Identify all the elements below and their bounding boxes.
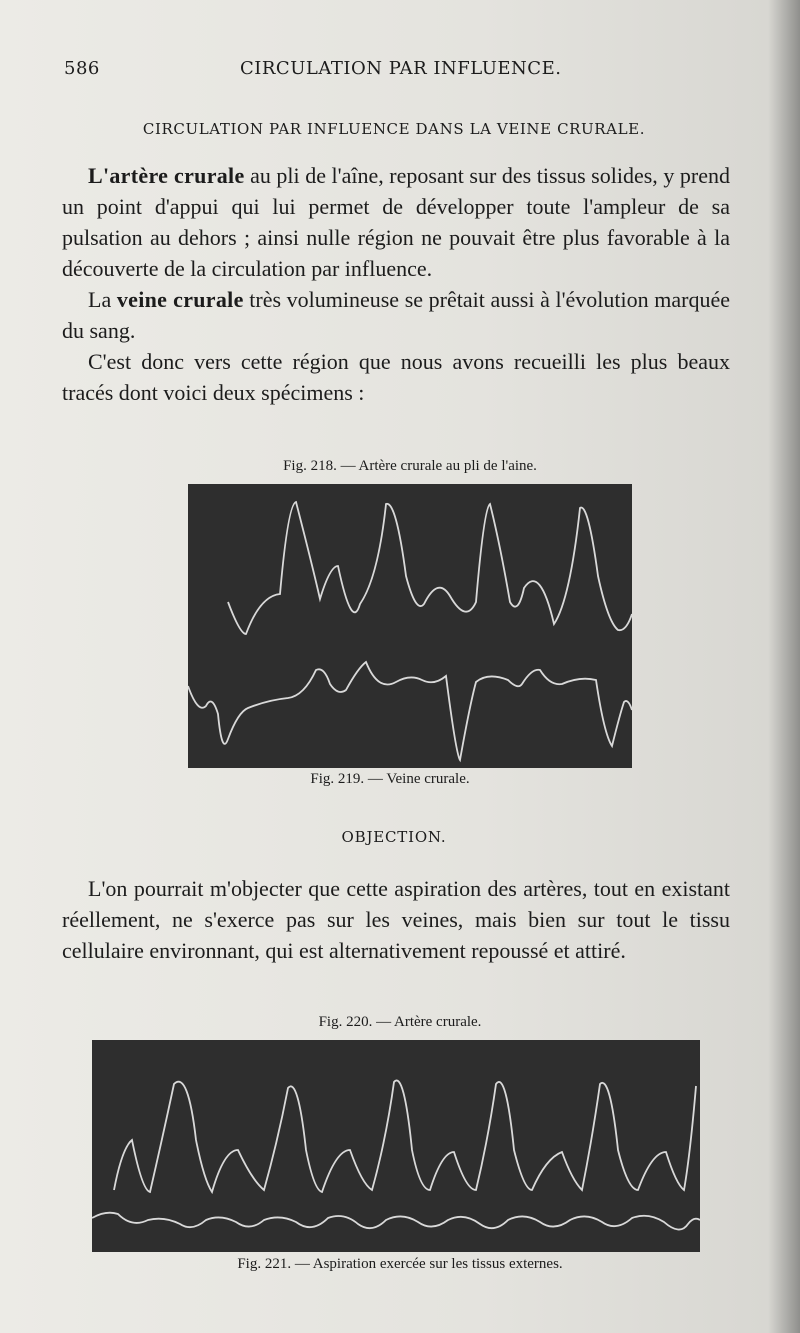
tracing-plate-fig-220-221 (92, 1040, 700, 1252)
aspiration-tracing-fig-221 (92, 1213, 700, 1230)
running-title: CIRCULATION PAR INFLUENCE. (240, 58, 562, 79)
term-veine-crurale: veine crurale (116, 287, 244, 312)
paragraph-specimens: C'est donc vers cette région que nous avons recueilli les plus beaux tracés dont voici deux spécimens : (62, 349, 730, 405)
objection-heading: OBJECTION. (341, 828, 447, 846)
intro-text (62, 160, 730, 408)
paragraph-arterial-text: au pli de l'aîne, reposant sur des tissus solides, y prend un point d'appui qui lui permet de développer toute l'ampleur de sa pulsation au dehors ; ainsi nulle région ne pouvait être plus favorable à la découverte de la circulation par influence. (62, 163, 731, 281)
caption-fig-218: Fig. 218. — Artère crurale au pli de l'aine. (283, 458, 537, 474)
paragraph-arterial (62, 160, 730, 284)
arterial-tracing-fig-220 (114, 1080, 696, 1192)
paragraph-venous-lead: La (88, 287, 117, 312)
paragraph-venous-text: très volumineuse se prêtait aussi à l'évolution marquée du sang. (62, 287, 731, 343)
objection-paragraph: L'on pourrait m'objecter que cette aspiration des artères, tout en existant réellement, ne s'exerce pas sur les veines, mais bien sur tout le tissu cellulaire environnant, qui est alternativement repoussé et attiré. (62, 876, 730, 963)
caption-fig-220: Fig. 220. — Artère crurale. (318, 1014, 482, 1030)
section-title: CIRCULATION PAR INFLUENCE DANS LA VEINE CRURALE. (142, 120, 646, 138)
caption-fig-221: Fig. 221. — Aspiration exercée sur les tissus externes. (237, 1256, 563, 1272)
tracing-svg-top (188, 484, 632, 768)
paragraph-venous (62, 284, 730, 346)
tracing-plate-fig-218-219 (188, 484, 632, 768)
page-number: 586 (64, 58, 100, 79)
objection-text-block (62, 873, 730, 966)
caption-fig-219: Fig. 219. — Veine crurale. (310, 771, 470, 787)
venous-tracing-fig-219 (188, 662, 632, 760)
term-artere-crurale: L'artère crurale (88, 163, 245, 188)
tracing-svg-bottom (92, 1040, 700, 1252)
arterial-tracing-fig-218 (228, 502, 632, 634)
